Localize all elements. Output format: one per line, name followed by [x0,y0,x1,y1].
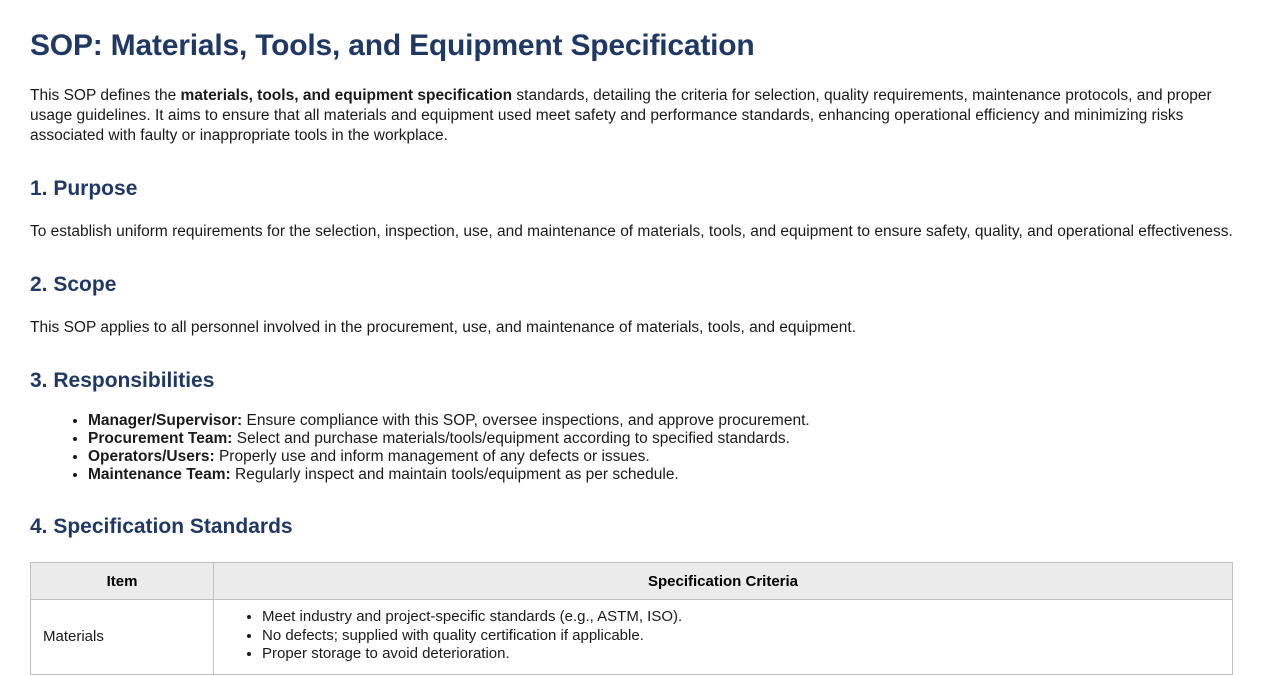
criteria-list [214,608,1232,664]
specification-standards-table [30,562,1233,675]
section-text-scope: This SOP applies to all personnel involved in the procurement, use, and maintenance of materials, tools, and equipment. [30,319,856,336]
list-item [88,430,1233,448]
table-cell-item: Materials [31,600,214,675]
intro-paragraph [30,86,1233,146]
responsibility-detail: Select and purchase materials/tools/equipment according to specified standards. [232,430,790,447]
page-title: SOP: Materials, Tools, and Equipment Specification [30,29,755,62]
responsibilities-list [30,412,1233,484]
table-header-row [31,563,1233,600]
section-heading-purpose: 1. Purpose [30,177,138,200]
responsibility-detail: Ensure compliance with this SOP, oversee inspections, and approve procurement. [242,412,810,429]
intro-text-part2: standards, detailing the criteria for selection, quality requirements, maintenance protocols, and proper usage guidelines. It aims to ensure that all materials and equipment used meet safety and performance standards, enhancing operational efficiency and minimizing risks associated with faulty or inappropriate tools in the workplace. [30,87,1212,144]
responsibility-role: Procurement Team: [88,430,233,447]
section-heading-responsibilities: 3. Responsibilities [30,369,215,392]
responsibility-detail: Regularly inspect and maintain tools/equipment as per schedule. [230,466,679,483]
table-cell-criteria [214,600,1233,675]
responsibility-role: Operators/Users: [88,448,215,465]
intro-text-bold: materials, tools, and equipment specification [180,87,513,104]
table-row [31,600,1233,675]
section-heading-scope: 2. Scope [30,273,117,296]
list-item: • No defects; supplied with quality certification if applicable. [262,627,1232,646]
responsibility-role: Manager/Supervisor: [88,412,243,429]
section-heading-specification-standards: 4. Specification Standards [30,515,293,538]
table-header-item: Item [31,563,214,600]
list-item [88,466,1233,484]
responsibility-role: Maintenance Team: [88,466,231,483]
responsibility-detail: Properly use and inform management of any defects or issues. [214,448,650,465]
list-item [88,448,1233,466]
table-header [31,563,1233,600]
list-item [88,412,1233,430]
list-item: • Proper storage to avoid deterioration. [262,645,1232,664]
list-item: • Meet industry and project-specific standards (e.g., ASTM, ISO). [262,608,1232,627]
intro-text-part1: This SOP defines the [30,87,181,104]
section-text-purpose: To establish uniform requirements for the selection, inspection, use, and maintenance of materials, tools, and equipment to ensure safety, quality, and operational effectiveness. [30,223,1233,240]
table-body [31,600,1233,675]
table-header-criteria: Specification Criteria [214,563,1233,600]
